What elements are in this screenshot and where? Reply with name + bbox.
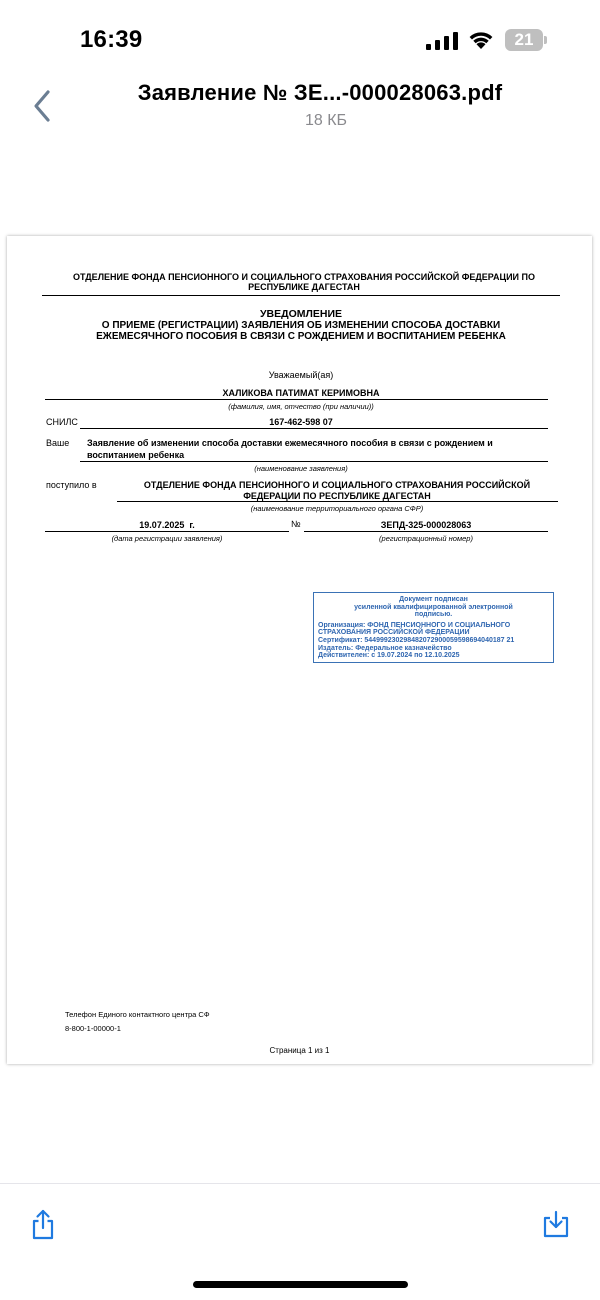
notice-subtitle-2: ЕЖЕМЕСЯЧНОГО ПОСОБИЯ В СВЯЗИ С РОЖДЕНИЕМ И ВОСПИТАНИЕМ РЕБЕНКА	[96, 331, 506, 342]
file-size: 18 КБ	[304, 112, 348, 129]
registration-date: 19.07.2025 г.	[139, 520, 195, 530]
number-sign: №	[291, 519, 301, 529]
notice-subtitle-1: О ПРИЕМЕ (РЕГИСТРАЦИИ) ЗАЯВЛЕНИЯ ОБ ИЗМЕНЕНИИ СПОСОБА ДОСТАВКИ	[101, 320, 501, 331]
divider	[42, 295, 560, 296]
cellular-signal-icon	[426, 32, 458, 50]
divider	[45, 399, 548, 400]
electronic-signature-stamp	[313, 592, 554, 663]
full-name: ХАЛИКОВА ПАТИМАТ КЕРИМОВНА	[222, 388, 380, 398]
signature-certificate: Сертификат: 544999230298482072900059598694040187 21	[318, 636, 515, 644]
greeting: Уважаемый(ая)	[268, 370, 334, 380]
registration-number-caption: (регистрационный номер)	[379, 534, 473, 543]
signature-issuer: Издатель: Федеральное казначейство	[318, 644, 452, 652]
toolbar-divider	[0, 1183, 600, 1184]
status-time: 16:39	[80, 26, 143, 53]
divider	[45, 531, 289, 532]
battery-cap	[544, 36, 547, 44]
signature-organization: Организация: ФОНД ПЕНСИОННОГО И СОЦИАЛЬНОГО	[318, 621, 511, 629]
home-indicator[interactable]	[193, 1281, 408, 1288]
divider	[80, 461, 548, 462]
divider	[304, 531, 548, 532]
save-to-files-icon[interactable]	[542, 1210, 570, 1238]
your-label: Ваше	[46, 438, 70, 448]
full-name-caption: (фамилия, имя, отчество (при наличии))	[228, 402, 374, 411]
application-caption: (наименование заявления)	[254, 464, 348, 473]
signature-line-3: подписью.	[414, 611, 453, 619]
registration-number: ЗЕПД-325-000028063	[380, 520, 472, 530]
notice-title: УВЕДОМЛЕНИЕ	[259, 308, 343, 320]
territorial-caption: (наименование территориального органа СФР)	[250, 504, 424, 513]
battery-icon	[505, 29, 543, 51]
document-title: Заявление № ЗЕ...-000028063.pdf	[137, 80, 503, 105]
battery-level: 21	[514, 30, 534, 49]
wifi-icon	[467, 28, 495, 50]
signature-line-2: усиленной квалифицированной электронной	[354, 603, 513, 611]
application-name-2: воспитанием ребенка	[87, 450, 185, 460]
share-icon[interactable]	[30, 1208, 56, 1240]
phone-label: Телефон Единого контактного центра СФ	[65, 1010, 210, 1019]
signature-validity: Действителен: с 19.07.2024 по 12.10.2025	[318, 652, 460, 660]
page-indicator: Страница 1 из 1	[269, 1046, 330, 1055]
received-label: поступило в	[46, 480, 97, 490]
pdf-page[interactable]	[7, 236, 592, 1064]
divider	[117, 501, 558, 502]
territorial-body-1: ОТДЕЛЕНИЕ ФОНДА ПЕНСИОННОГО И СОЦИАЛЬНОГО СТРАХОВАНИЯ РОССИЙСКОЙ	[143, 480, 531, 490]
status-bar	[0, 0, 600, 80]
application-name-1: Заявление об изменении способа доставки ежемесячного пособия в связи с рождением и	[87, 438, 493, 448]
snils-label: СНИЛС	[46, 417, 78, 427]
divider	[80, 428, 548, 429]
phone-number: 8-800-1-00000-1	[65, 1024, 121, 1033]
chevron-left-icon[interactable]	[28, 86, 58, 126]
org-heading: ОТДЕЛЕНИЕ ФОНДА ПЕНСИОННОГО И СОЦИАЛЬНОГО СТРАХОВАНИЯ РОССИЙСКОЙ ФЕДЕРАЦИИ ПО РЕСПУБЛИКЕ ДАГЕСТАН	[73, 272, 535, 292]
snils-value: 167-462-598 07	[269, 417, 333, 427]
signature-line-1: Документ подписан	[399, 596, 468, 603]
signature-organization-2: СТРАХОВАНИЯ РОССИЙСКОЙ ФЕДЕРАЦИИ	[318, 629, 470, 637]
territorial-body-2: ФЕДЕРАЦИИ ПО РЕСПУБЛИКЕ ДАГЕСТАН	[243, 491, 431, 501]
registration-date-caption: (дата регистрации заявления)	[111, 534, 223, 543]
